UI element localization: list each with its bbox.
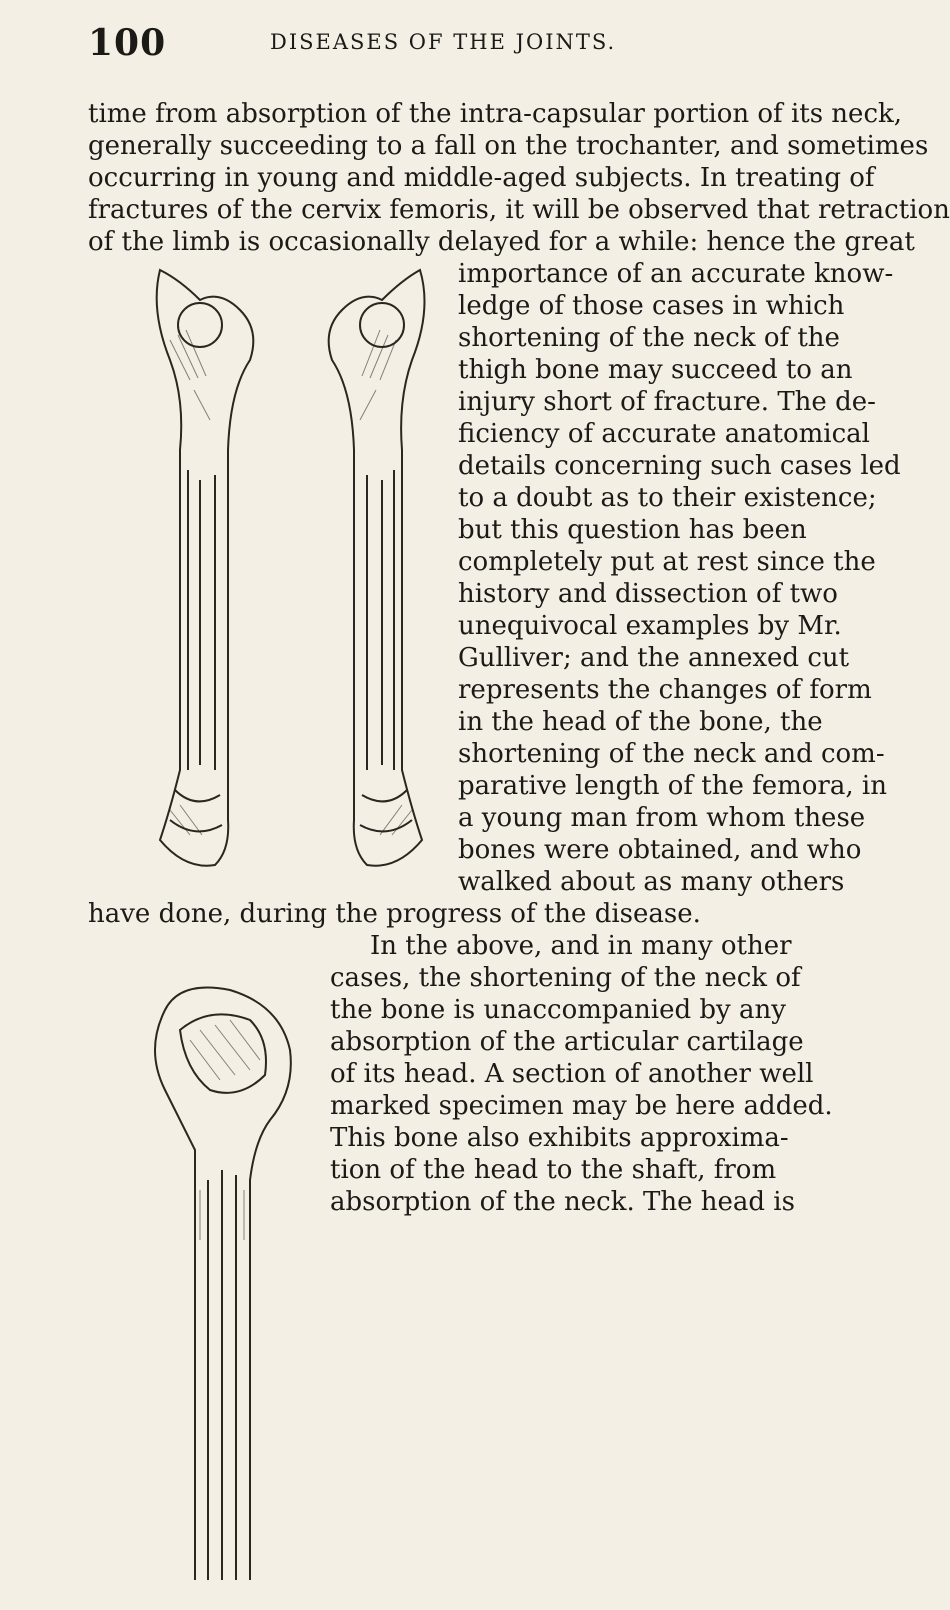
text-line: tion of the head to the shaft, from bbox=[330, 1155, 777, 1185]
text-line: completely put at rest since the bbox=[458, 547, 876, 577]
text-line: marked specimen may be here added. bbox=[330, 1091, 833, 1121]
text-line: but this question has been bbox=[458, 515, 807, 545]
text-line: history and dissection of two bbox=[458, 579, 838, 609]
text-line: ficiency of accurate anatomical bbox=[458, 419, 871, 449]
text-line: a young man from whom these bbox=[458, 803, 866, 833]
text-line: in the head of the bone, the bbox=[458, 707, 823, 737]
text-line: ledge of those cases in which bbox=[458, 291, 845, 321]
text-line: bones were obtained, and who bbox=[458, 835, 862, 865]
text-line: time from absorption of the intra-capsular portion of its neck, bbox=[88, 99, 903, 129]
text-line: parative length of the femora, in bbox=[458, 771, 887, 801]
femora-pair-illustration bbox=[140, 250, 440, 890]
text-line: occurring in young and middle-aged subjects. In treating of bbox=[88, 163, 875, 193]
text-line: of its head. A section of another well bbox=[330, 1059, 814, 1089]
text-line: importance of an accurate know- bbox=[458, 259, 894, 289]
text-line: In the above, and in many other bbox=[370, 931, 792, 961]
text-line: the bone is unaccompanied by any bbox=[330, 995, 786, 1025]
text-line: absorption of the neck. The head is bbox=[330, 1187, 795, 1217]
text-line: details concerning such cases led bbox=[458, 451, 901, 481]
text-line: shortening of the neck of the bbox=[458, 323, 840, 353]
text-line: represents the changes of form bbox=[458, 675, 872, 705]
text-line: to a doubt as to their existence; bbox=[458, 483, 877, 513]
page-number: 100 bbox=[88, 22, 167, 64]
text-line: Gulliver; and the annexed cut bbox=[458, 643, 850, 673]
text-line: This bone also exhibits approxima- bbox=[330, 1123, 789, 1153]
page-header bbox=[0, 0, 801, 70]
running-title: DISEASES OF THE JOINTS. bbox=[270, 30, 617, 54]
text-line: of the limb is occasionally delayed for a while: hence the great bbox=[88, 227, 915, 257]
text-line: have done, during the progress of the disease. bbox=[88, 899, 701, 929]
text-line: injury short of fracture. The de- bbox=[458, 387, 876, 417]
femur-section-illustration bbox=[140, 980, 300, 1610]
text-line: fractures of the cervix femoris, it will be observed that retraction bbox=[88, 195, 950, 225]
text-line: shortening of the neck and com- bbox=[458, 739, 885, 769]
text-line: absorption of the articular cartilage bbox=[330, 1027, 804, 1057]
text-line: thigh bone may succeed to an bbox=[458, 355, 853, 385]
text-line: walked about as many others bbox=[458, 867, 845, 897]
text-line: generally succeeding to a fall on the trochanter, and sometimes bbox=[88, 131, 929, 161]
text-line: cases, the shortening of the neck of bbox=[330, 963, 801, 993]
text-line: unequivocal examples by Mr. bbox=[458, 611, 842, 641]
